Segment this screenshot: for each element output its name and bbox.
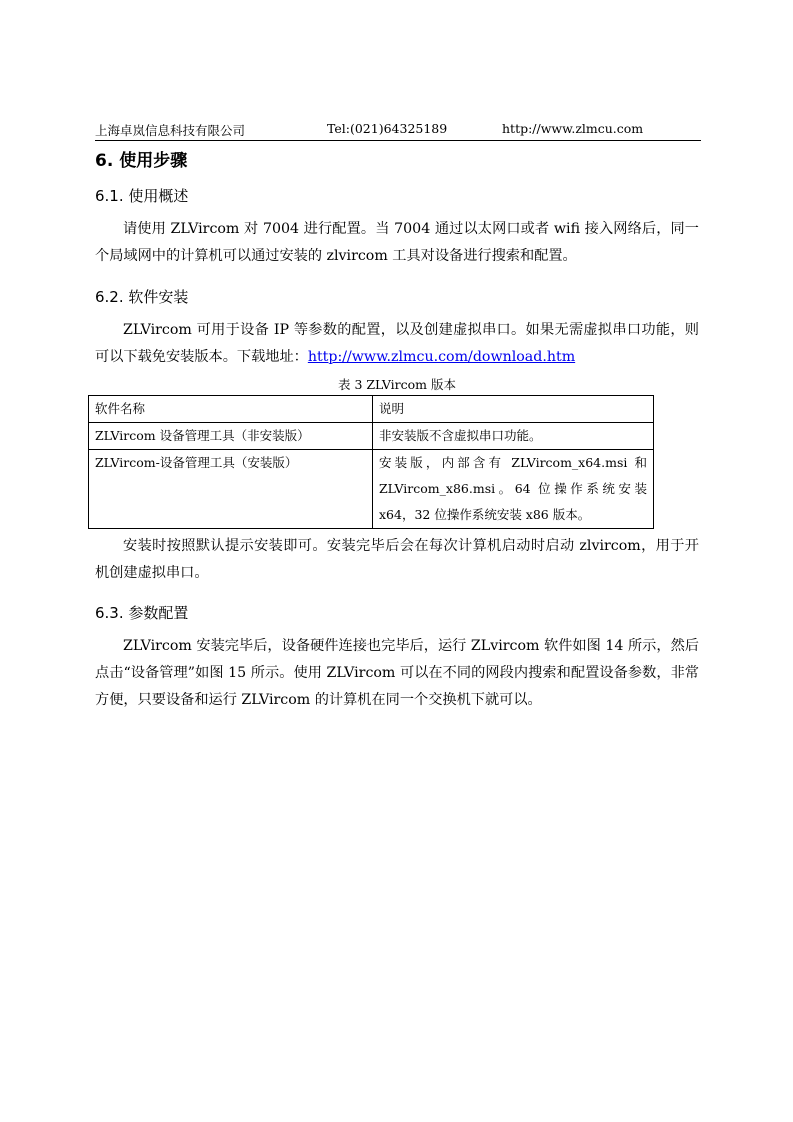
table-header-name: 软件名称 (89, 396, 373, 423)
header-company: 上海卓岚信息科技有限公司 (95, 123, 246, 138)
install-paragraph: 安装时按照默认提示安装即可。安装完毕后会在每次计算机启动时启动 zlvircom，用于开机创建虚拟串口。 (95, 538, 699, 581)
section-6-1-heading: 6.1. 使用概述 (95, 187, 189, 205)
page-header (95, 121, 701, 141)
table-cell-name: ZLVircom 设备管理工具（非安装版） (89, 423, 373, 450)
section-6-heading: 6. 使用步骤 (95, 151, 188, 171)
table-cell-desc: 非安装版不含虚拟串口功能。 (373, 423, 654, 450)
table-cell-desc: 安装版，内部含有 ZLVircom_x64.msi 和 ZLVircom_x86.msi。64 位操作系统安装 x64，32 位操作系统安装 x86 版本。 (373, 450, 654, 529)
table-row (89, 423, 654, 450)
table-row (89, 450, 654, 529)
table-cell-name: ZLVircom-设备管理工具（安装版） (89, 450, 373, 529)
version-table (88, 395, 654, 529)
table-header-row (89, 396, 654, 423)
section-6-2-text: ZLVircom 可用于设备 IP 等参数的配置，以及创建虚拟串口。如果无需虚拟串口功能，则可以下载免安装版本。下载地址： (95, 322, 699, 365)
section-6-3-paragraph: ZLVircom 安装完毕后，设备硬件连接也完毕后，运行 ZLvircom 软件如图 14 所示，然后点击“设备管理”如图 15 所示。使用 ZLVircom 可以在不同的网段内搜索和配置设备参数，非常方便，只要设备和运行 ZLVircom 的计算机在同一个交换机下就可以。 (95, 638, 699, 708)
download-link[interactable]: http://www.zlmcu.com/download.htm (307, 349, 576, 365)
section-6-2-heading: 6.2. 软件安装 (95, 288, 189, 306)
header-url: http://www.zlmcu.com (502, 121, 644, 136)
section-6-3-heading: 6.3. 参数配置 (95, 604, 189, 622)
section-6-2-paragraph (95, 317, 699, 371)
section-6-1-paragraph: 请使用 ZLVircom 对 7004 进行配置。当 7004 通过以太网口或者 wifi 接入网络后，同一个局域网中的计算机可以通过安装的 zlvircom 工具对设备进行搜索和配置。 (95, 221, 699, 264)
table-caption: 表 3 ZLVircom 版本 (337, 377, 457, 392)
table-header-desc: 说明 (373, 396, 654, 423)
header-tel: Tel:(021)64325189 (327, 121, 448, 136)
